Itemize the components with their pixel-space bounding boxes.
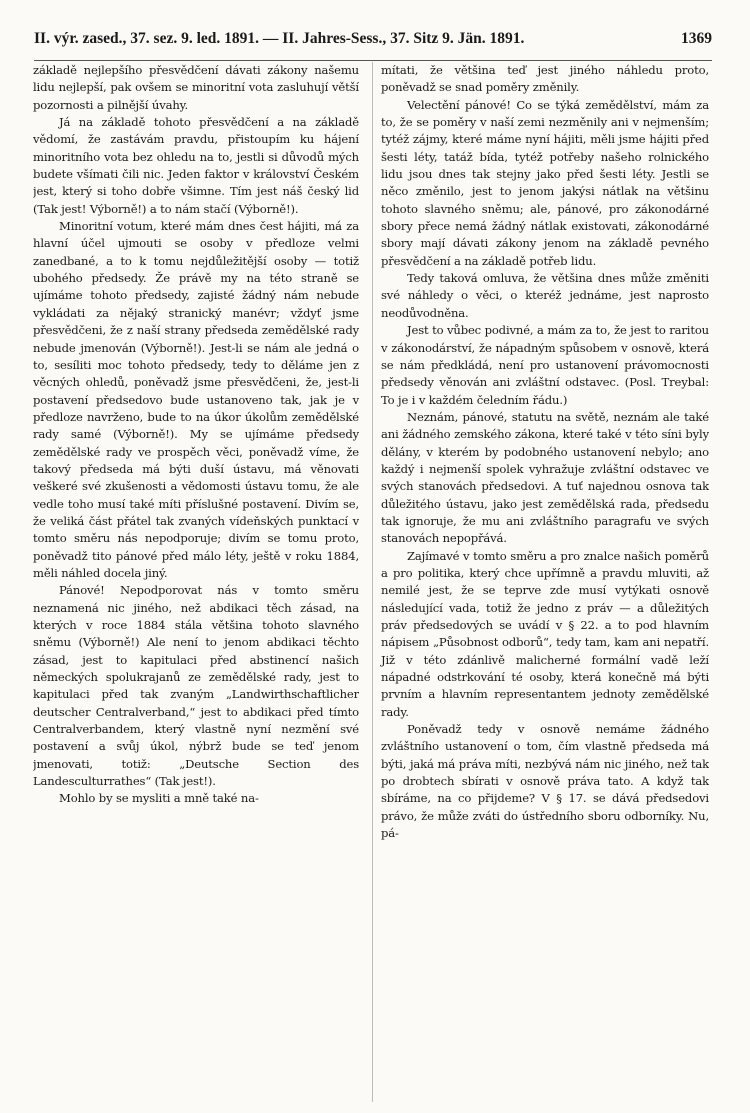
right-column: [372, 62, 709, 1102]
paragraph: Neznám, pánové, statutu na světě, neznám ale také ani žádného zemského zákona, které také v této síni byly dělány, v kterém by podobného ustanovení nebylo; ano každý i nejmenší spolek vyhražuje zvláštní odstavec ve svých stanovách předsedovi. A tuť najednou osnova tak důležitého ústavu, jako jest zemědělská rada, předsedu tak ignoruje, že mu ani zvláštního paragrafu ve svých stanovách nepopřává.: [381, 409, 709, 546]
paragraph: Pánové! Nepodporovat nás v tomto směru neznamená nic jiného, než abdikaci těch zásad, na kterých v roce 1884 stála většina tohoto slavného sněmu (Výborně!) Ale není to jenom abdikaci těchto zásad, jest to kapitulaci před abstinencí našich německých spolukrajanů ze zemědělské rady, jest to kapitulaci před tak zvaným „Landwirthschaftlicher deutscher Centralverband,“ jest to abdikaci před tímto Centralverbandem, který vlastně nyní nezmění své postavení a svůj úkol, nýbrž bude se teď jenom jmenovati, totiž: „Deutsche Section des Landesculturrathes“ (Tak jest!).: [33, 583, 359, 789]
paragraph: Zajímavé v tomto směru a pro znalce našich poměrů a pro politika, který chce upřímně a pravdu mluviti, až nemilé jest, že se teprve zde musí vytýkati osnově následující vada, totiž že jedno z práv — a důležitých práv předsedových se uvádí v § 22. a to pod hlavním nápisem „Působnost odborů“, tedy tam, kam ani nepatří. Již v této zdánlivě malicherné formální vadě leží nápadné odstrkování té osoby, která konečně má býti prvním a hlavním representantem jednoty zemědělské rady.: [381, 548, 709, 719]
paragraph: mítati, že většina teď jest jiného náhledu proto, poněvadž se snad poměry změnily.: [381, 63, 709, 95]
page-header: [34, 30, 712, 54]
paragraph: Poněvadž tedy v osnově nemáme žádného zvláštního ustanovení o tom, čím vlastně předseda má býti, jaká má práva míti, nezbývá nám nic jiného, než tak po drobtech sbírati v osnově práva tato. A když tak sbíráme, na co přijdeme? V § 17. se dává předsedovi právo, že může zváti do ústředního sboru odborníky. Nu, pá-: [381, 722, 709, 841]
page-number: 1369: [681, 30, 712, 47]
left-column: [33, 62, 359, 1102]
paragraph: Tedy taková omluva, že většina dnes může změniti své náhledy o věci, o kteréž jednáme, jest naprosto neodůvodněna.: [381, 271, 709, 320]
paragraph: Mohlo by se mysliti a mně také na-: [59, 791, 259, 806]
paragraph: Velectění pánové! Co se týká zemědělství, mám za to, že se poměry v naší zemi nezměnily ani v nejmenším; tytéž zájmy, které máme nyní hájiti, měli jsme hájiti před šesti léty, tatáž bída, tytéž potřeby našeho rolnického lidu jsou dnes tak stejny jako před šesti léty. Jestli se něco změnilo, jest to jenom jakýsi nátlak na většinu tohoto slavného sněmu; ale, pánové, pro zákonodárné sbory přece nemá žádný nátlak existovati, zákonodárné sbory mají dávati zákony jenom na základě pevného přesvědčení a na základě potřeb lidu.: [381, 97, 709, 268]
paragraph: Já na základě tohoto přesvědčení a na základě vědomí, že zastávám pravdu, přistoupím ku hájení minoritního vota bez ohledu na to, jestli si důvodů mých budete všímati čili nic. Jeden faktor v království Českém jest, který si toho dobře všimne. Tím jest náš český lid (Tak jest! Výborně!) a to nám stačí (Výborně!).: [33, 115, 359, 216]
header-rule: [34, 60, 712, 61]
paragraph: Minoritní votum, které mám dnes čest hájiti, má za hlavní účel ujmouti se osoby v předloze velmi zanedbané, a to k tomu nejdůležitější osoby — totiž ubohého předsedy. Že právě my na této straně se ujímáme tohoto předsedy, zajisté žádný nám nebude vykládati za nějaký stranický manévr; vždyť jsme přesvědčeni, že z naší strany předseda zemědělské rady nebude jmenován (Výborně!). Jest-li se nám ale jedná o to, sesíliti moc tohoto předsedy, tedy to děláme jen z věcných ohledů, poněvadž jsme přesvědčeni, že, jest-li postavení předsedovo bude ustanoveno tak, jak je v předloze navrženo, bude to na úkor úkolům zemědělské rady samé (Výborně!). My se ujímáme předsedy zemědělské rady ve prospěch věci, poněvadž víme, že takový předseda má býti duší ústavu, má věnovati veškeré své zkušenosti a vědomosti ústavu tomu, že ale vedle toho musí také míti příslušné postavení. Divím se, že veliká část přátel tak zvaných vídeňských punktací v tomto směru nás nepodporuje; divím se tomu proto, poněvadž tito pánové před málo léty, ještě v roku 1884, měli náhled docela jiný.: [33, 219, 359, 580]
paragraph: základě nejlepšího přesvědčení dávati zákony našemu lidu nejlepší, pak ovšem se minoritní vota zasluhují větší pozornosti a pilnější úvahy.: [33, 63, 359, 112]
paragraph: Jest to vůbec podivné, a mám za to, že jest to raritou v zákonodárství, že nápadným spůsobem v osnově, která se nám předkládá, není pro ustanovení právomocnosti předsedy věnován ani zvláštní odstavec. (Posl. Treybal: To je i v každém čeledním řádu.): [381, 323, 709, 407]
running-head: II. výr. zased., 37. sez. 9. led. 1891. — II. Jahres-Sess., 37. Sitz 9. Jän. 1891.: [34, 30, 525, 47]
